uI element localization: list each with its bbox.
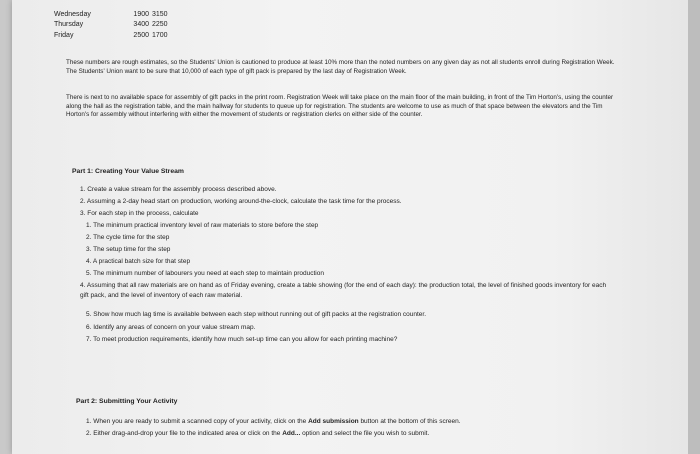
part2-item-1-end: button at the bottom of this screen. [358, 418, 461, 425]
part1-subitem-5: 5. The minimum number of labourers you need at each step to maintain production [86, 270, 324, 277]
part1-item-2: 2. Assuming a 2-day head start on production, working around-the-clock, calculate the task time for the process. [80, 198, 402, 205]
paragraph-estimates: These numbers are rough estimates, so the Students' Union is cautioned to produce at least 10% more than the noted numbers on any given day as not all students enroll during Registration Week. The Students' Union want to be sure that 10,000 of each type of gift pack is prepared by the last day of Registration Week. [66, 59, 615, 75]
add-option-label: Add... [282, 430, 301, 437]
days-table-cell-day: Wednesday [54, 10, 91, 18]
right-shadow [688, 0, 700, 454]
daily-numbers-table [54, 9, 177, 41]
part1-item-1: 1. Create a value stream for the assembly process described above. [80, 186, 277, 193]
part2-item-2 [86, 430, 429, 438]
days-table-cell-b: 3150 [152, 10, 168, 18]
part2-item-2-end: option and select the file you wish to submit. [300, 430, 430, 437]
days-table-row [54, 9, 177, 20]
days-table-cell-day: Friday [54, 31, 74, 39]
part1-item-3: 3. For each step in the process, calculate [80, 210, 199, 217]
part2-item-2-text: 2. Either drag-and-drop your file to the indicated area or click on the [86, 430, 283, 437]
days-table-cell-a: 2500 [133, 31, 149, 39]
part1-subitem-3: 3. The setup time for the step [86, 246, 171, 253]
days-table-cell-a: 1900 [133, 10, 149, 18]
days-table-row [54, 20, 177, 31]
part2-item-1 [86, 418, 461, 426]
part1-heading: Part 1: Creating Your Value Stream [72, 168, 184, 175]
add-submission-label: Add submission [308, 418, 359, 425]
days-table-cell-b: 1700 [152, 31, 168, 39]
part2-heading: Part 2: Submitting Your Activity [76, 398, 178, 405]
part1-subitem-4: 4. A practical batch size for that step [86, 258, 191, 265]
days-table-cell-day: Thursday [54, 21, 84, 29]
days-table-cell-a: 3400 [133, 21, 149, 29]
paragraph-space: There is next to no available space for assembly of gift packs in the print room. Registration Week will take place on the main floor of the main building, in front of the Tim Horton's, using the counter along the hall as the registration table, and the main hallway for students to queue up for registration. The students are welcome to use as much of that space between the elevators and the Tim Horton's for assembly without interfering with either the movement of students or registration clerks on either side of the counter. [66, 94, 614, 119]
days-table-row [54, 30, 177, 41]
part1-item-4: 4. Assuming that all raw materials are on hand as of Friday evening, create a table showing (for the end of each day): the production total, the level of finished goods inventory for each gift pack, and the level of inventory of each raw material. [80, 282, 607, 299]
part1-subitem-2: 2. The cycle time for the step [86, 234, 170, 241]
left-shadow [0, 0, 12, 454]
part2-item-1-text: 1. When you are ready to submit a scanned copy of your activity, click on the [86, 418, 309, 425]
part1-subitem-1: 1. The minimum practical inventory level of raw materials to store before the step [86, 222, 319, 229]
days-table-cell-b: 2250 [152, 21, 168, 29]
part1-item-6: 6. Identify any areas of concern on your value stream map. [86, 324, 256, 331]
part1-item-5: 5. Show how much lag time is available between each step without running out of gift packs at the registration counter. [86, 311, 427, 318]
part1-item-7: 7. To meet production requirements, identify how much set-up time can you allow for each printing machine? [86, 336, 398, 343]
